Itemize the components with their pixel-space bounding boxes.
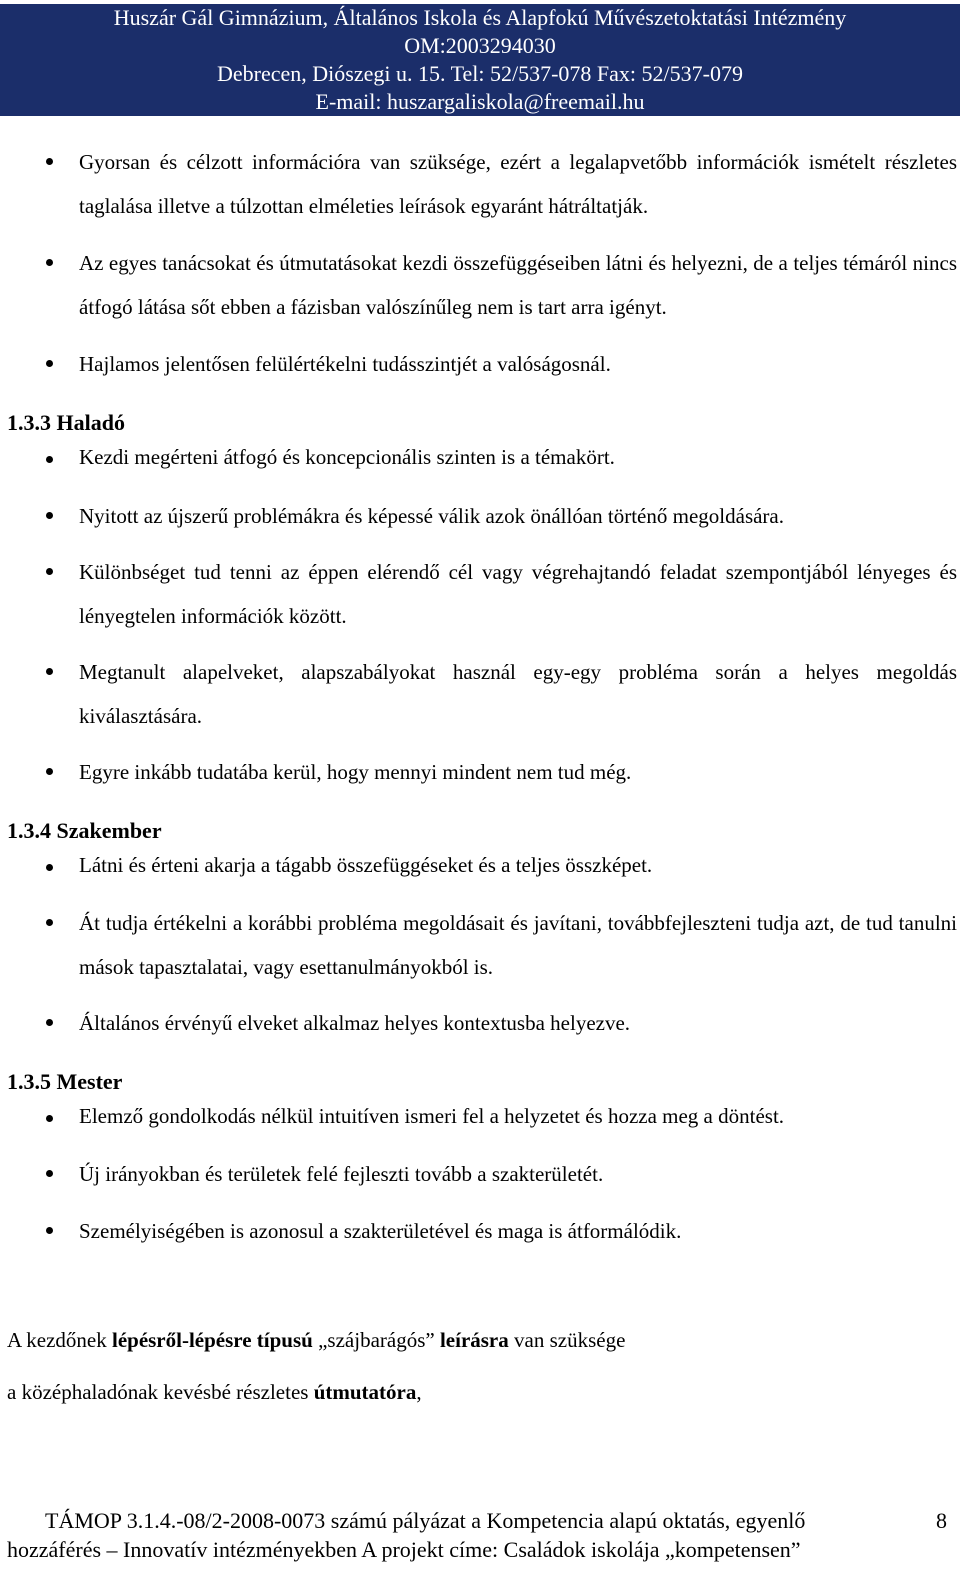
bullet-icon (46, 438, 56, 476)
spacer (7, 738, 957, 750)
list-item: Gyorsan és célzott információra van szüksége, ezért a legalapvetőbb információk ismételt részletes taglalása illetve a túlzottan elméleties leírások egyaránt hátráltatják. (7, 140, 957, 228)
page-content (7, 140, 957, 1414)
bullet-icon (46, 1152, 56, 1196)
spacer (7, 538, 957, 550)
list-item: Az egyes tanácsokat és útmutatásokat kezdi összefüggéseiben látni és helyezni, de a teljes témáról nincs átfogó látása sőt ebben a fázisban valószínűleg nem is tart arra igényt. (7, 241, 957, 329)
bullet-icon (46, 750, 56, 794)
closing-paragraph (7, 1318, 957, 1414)
closing-line-1: A kezdőnek lépésről-lépésre típusú „szájbarágós” leírásra van szüksége (7, 1328, 626, 1352)
list-item: Át tudja értékelni a korábbi probléma megoldásait és javítani, továbbfejleszteni tudja azt, de tud tanulni mások tapasztalatai, vagy esettanulmányokból is. (7, 901, 957, 989)
letterhead-address: Debrecen, Diószegi u. 15. Tel: 52/537-078 Fax: 52/537-079 (217, 61, 743, 86)
intro-bullet-list (7, 140, 957, 386)
section-heading-szakember: 1.3.4 Szakember (7, 818, 162, 843)
spacer (7, 329, 957, 342)
spacer (7, 884, 957, 901)
list-item: Megtanult alapelveket, alapszabályokat használ egy-egy probléma során a helyes megoldás kiválasztására. (7, 650, 957, 738)
bullet-icon (46, 494, 56, 538)
list-item: Látni és érteni akarja a tágabb összefüggéseket és a teljes összképet. (7, 846, 957, 884)
list-item: Általános érvényű elveket alkalmaz helyes kontextusba helyezve. (7, 1001, 957, 1045)
spacer (7, 794, 957, 816)
spacer (7, 1362, 957, 1370)
letterhead-email: E-mail: huszargaliskola@freemail.hu (315, 89, 645, 114)
list-item: Kezdi megérteni átfogó és koncepcionális szinten is a témakört. (7, 438, 957, 476)
list-item: Személyiségében is azonosul a szakterületével és maga is átformálódik. (7, 1209, 957, 1253)
spacer (7, 989, 957, 1001)
list-item: Új irányokban és területek felé fejleszti tovább a szakterületét. (7, 1152, 957, 1196)
closing-line-2: a középhaladónak kevésbé részletes útmutatóra, (7, 1380, 422, 1404)
bullet-icon (46, 550, 56, 594)
bullet-icon (46, 241, 56, 285)
letterhead (0, 4, 960, 116)
list-item: Elemző gondolkodás nélkül intuitíven ismeri fel a helyzetet és hozza meg a döntést. (7, 1097, 957, 1135)
list-item: Nyitott az újszerű problémákra és képessé válik azok önállóan történő megoldására. (7, 494, 957, 538)
footer-line-2: hozzáférés – Innovatív intézményekben A projekt címe: Családok iskolája „kompetensen” (7, 1537, 801, 1562)
bullet-icon (46, 140, 56, 184)
bullet-icon (46, 1001, 56, 1045)
page-number: 8 (936, 1508, 947, 1533)
footer-line-1: TÁMOP 3.1.4.-08/2-2008-0073 számú pályázat a Kompetencia alapú oktatás, egyenlő (45, 1508, 806, 1533)
spacer (7, 476, 957, 494)
spacer (7, 1196, 957, 1209)
section-heading-halado: 1.3.3 Haladó (7, 410, 125, 435)
letterhead-om: OM:2003294030 (404, 33, 556, 58)
section-heading-mester: 1.3.5 Mester (7, 1069, 123, 1094)
bullet-icon (46, 901, 56, 945)
bullet-icon (46, 650, 56, 694)
bullet-icon (46, 846, 56, 884)
spacer (7, 638, 957, 650)
spacer (7, 1135, 957, 1152)
section-mester-bullets (7, 1097, 957, 1253)
list-item: Különbséget tud tenni az éppen elérendő cél vagy végrehajtandó feladat szempontjából lényeges és lényegtelen információk között. (7, 550, 957, 638)
page-footer (7, 1506, 955, 1564)
section-szakember-bullets (7, 846, 957, 1045)
spacer (7, 228, 957, 241)
list-item: Egyre inkább tudatába kerül, hogy mennyi mindent nem tud még. (7, 750, 957, 794)
spacer (7, 1045, 957, 1067)
letterhead-institution: Huszár Gál Gimnázium, Általános Iskola és Alapfokú Művészetoktatási Intézmény (113, 5, 847, 30)
bullet-icon (46, 1209, 56, 1253)
spacer (7, 1253, 957, 1318)
spacer (7, 386, 957, 408)
list-item: Hajlamos jelentősen felülértékelni tudásszintjét a valóságosnál. (7, 342, 957, 386)
section-halado-bullets (7, 438, 957, 794)
bullet-icon (46, 1097, 56, 1135)
bullet-icon (46, 342, 56, 386)
